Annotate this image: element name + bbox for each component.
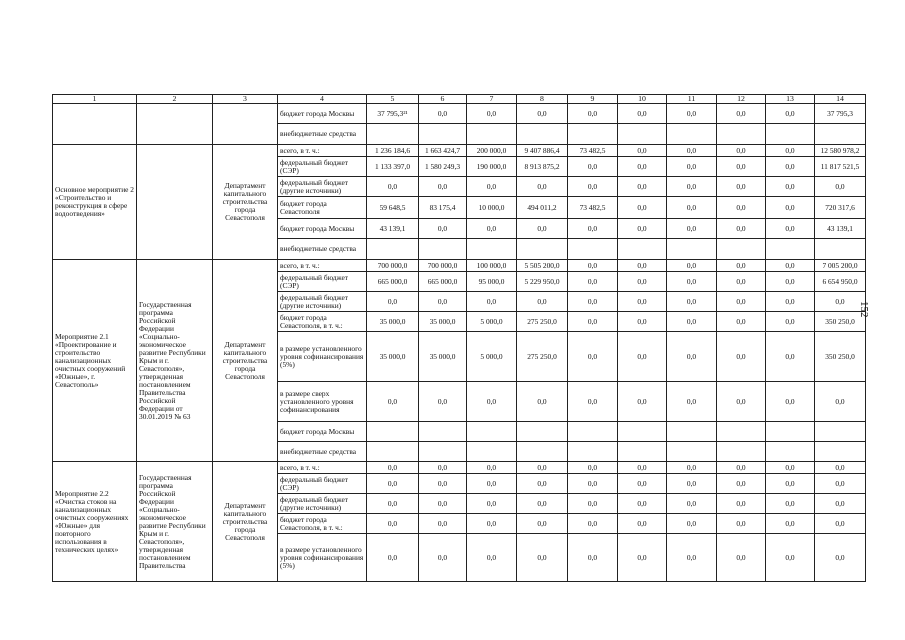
value-cell: 0,0 (568, 332, 618, 382)
value-cell: 0,0 (367, 462, 419, 474)
value-cell: 0,0 (717, 494, 766, 514)
value-cell: 59 648,5 (367, 197, 419, 219)
value-cell: 0,0 (717, 514, 766, 534)
value-cell: 0,0 (815, 382, 866, 422)
value-cell: 0,0 (568, 157, 618, 177)
value-cell: 0,0 (717, 292, 766, 312)
value-cell: 0,0 (367, 514, 419, 534)
value-cell: 0,0 (766, 272, 815, 292)
page-number: 152 (858, 301, 870, 318)
value-cell: 0,0 (667, 332, 717, 382)
value-cell (667, 442, 717, 462)
value-cell: 6 654 950,0 (815, 272, 866, 292)
value-cell (717, 422, 766, 442)
value-cell (815, 239, 866, 260)
value-cell (517, 442, 568, 462)
value-cell (618, 124, 667, 145)
value-cell: 0,0 (766, 474, 815, 494)
source-cell: бюджет города Севастополя, в т. ч.: (278, 514, 367, 534)
source-cell: бюджет города Москвы (278, 104, 367, 124)
value-cell (517, 124, 568, 145)
value-cell: 0,0 (568, 292, 618, 312)
col-number: 10 (618, 95, 667, 104)
value-cell: 0,0 (618, 514, 667, 534)
value-cell: 700 000,0 (367, 260, 419, 272)
value-cell (766, 239, 815, 260)
value-cell: 0,0 (517, 534, 568, 582)
value-cell: 35 000,0 (367, 332, 419, 382)
executor-cell: Департамент капитального строительства города Севастополя (213, 260, 278, 462)
value-cell (419, 422, 467, 442)
col-number: 9 (568, 95, 618, 104)
value-cell: 1 236 184,6 (367, 145, 419, 157)
col-number: 3 (213, 95, 278, 104)
value-cell: 0,0 (568, 382, 618, 422)
value-cell (467, 124, 517, 145)
value-cell: 0,0 (419, 474, 467, 494)
value-cell: 0,0 (717, 260, 766, 272)
value-cell: 0,0 (766, 197, 815, 219)
value-cell: 0,0 (815, 462, 866, 474)
value-cell: 0,0 (618, 494, 667, 514)
value-cell: 43 139,1 (815, 219, 866, 239)
value-cell: 0,0 (667, 382, 717, 422)
source-cell: внебюджетные средства (278, 442, 367, 462)
value-cell: 0,0 (618, 332, 667, 382)
col-number: 5 (367, 95, 419, 104)
col-number: 11 (667, 95, 717, 104)
value-cell: 0,0 (766, 292, 815, 312)
value-cell: 0,0 (419, 534, 467, 582)
value-cell (815, 422, 866, 442)
value-cell: 0,0 (766, 462, 815, 474)
col-number: 8 (517, 95, 568, 104)
value-cell: 0,0 (467, 292, 517, 312)
value-cell (568, 124, 618, 145)
value-cell: 200 000,0 (467, 145, 517, 157)
value-cell: 0,0 (618, 474, 667, 494)
source-cell: бюджет города Москвы (278, 422, 367, 442)
value-cell: 0,0 (667, 292, 717, 312)
value-cell: 0,0 (766, 534, 815, 582)
value-cell: 0,0 (517, 494, 568, 514)
value-cell: 0,0 (517, 177, 568, 197)
cell-empty (213, 104, 278, 145)
source-cell: в размере сверх установленного уровня софинансирования (278, 382, 367, 422)
source-cell: бюджет города Москвы (278, 219, 367, 239)
value-cell (717, 239, 766, 260)
value-cell: 0,0 (568, 104, 618, 124)
value-cell (419, 442, 467, 462)
value-cell: 0,0 (667, 514, 717, 534)
value-cell (618, 239, 667, 260)
value-cell: 494 011,2 (517, 197, 568, 219)
value-cell: 0,0 (815, 474, 866, 494)
value-cell: 0,0 (568, 260, 618, 272)
value-cell: 0,0 (419, 104, 467, 124)
source-cell: бюджет города Севастополя (278, 197, 367, 219)
source-cell: федеральный бюджет (СЭР) (278, 474, 367, 494)
table-row (53, 104, 866, 124)
value-cell: 0,0 (367, 494, 419, 514)
value-cell: 0,0 (467, 104, 517, 124)
program-cell: Государственная программа Российской Федерации «Социально-экономическое развитие Республики Крым и г. Севастополя», утвержденная постановлением Правительства (137, 462, 213, 582)
source-cell: в размере установленного уровня софинансирования (5%) (278, 534, 367, 582)
value-cell: 5 000,0 (467, 312, 517, 332)
value-cell: 83 175,4 (419, 197, 467, 219)
value-cell: 0,0 (618, 177, 667, 197)
value-cell: 0,0 (766, 177, 815, 197)
value-cell: 100 000,0 (467, 260, 517, 272)
value-cell: 0,0 (419, 514, 467, 534)
value-cell: 0,0 (766, 382, 815, 422)
cell-empty (53, 104, 137, 145)
value-cell (367, 239, 419, 260)
value-cell: 0,0 (667, 260, 717, 272)
value-cell (419, 124, 467, 145)
value-cell: 0,0 (667, 474, 717, 494)
value-cell: 275 250,0 (517, 332, 568, 382)
value-cell: 73 482,5 (568, 197, 618, 219)
col-number: 1 (53, 95, 137, 104)
value-cell: 0,0 (618, 104, 667, 124)
budget-table (52, 94, 866, 582)
source-cell: внебюджетные средства (278, 124, 367, 145)
source-cell: бюджет города Севастополя, в т. ч.: (278, 312, 367, 332)
value-cell: 0,0 (467, 534, 517, 582)
value-cell: 190 000,0 (467, 157, 517, 177)
source-cell: федеральный бюджет (другие источники) (278, 177, 367, 197)
value-cell: 0,0 (618, 157, 667, 177)
value-cell: 0,0 (568, 177, 618, 197)
value-cell: 0,0 (419, 292, 467, 312)
value-cell (667, 124, 717, 145)
value-cell: 0,0 (667, 272, 717, 292)
value-cell: 0,0 (667, 462, 717, 474)
source-cell: федеральный бюджет (другие источники) (278, 292, 367, 312)
value-cell: 0,0 (766, 145, 815, 157)
executor-cell: Департамент капитального строительства города Севастополя (213, 145, 278, 260)
value-cell (367, 442, 419, 462)
value-cell: 1 133 397,0 (367, 157, 419, 177)
value-cell (419, 239, 467, 260)
value-cell: 35 000,0 (419, 312, 467, 332)
value-cell (766, 442, 815, 462)
event-name-cell: Мероприятие 2.1 «Проектирование и строительство канализационных очистных сооружений «Южные», г. Севастополь» (53, 260, 137, 462)
value-cell: 0,0 (517, 292, 568, 312)
value-cell: 0,0 (667, 534, 717, 582)
value-cell: 665 000,0 (367, 272, 419, 292)
value-cell: 0,0 (717, 197, 766, 219)
value-cell: 0,0 (815, 514, 866, 534)
value-cell: 0,0 (419, 462, 467, 474)
value-cell (766, 124, 815, 145)
value-cell: 0,0 (568, 219, 618, 239)
value-cell: 350 250,0 (815, 332, 866, 382)
value-cell: 0,0 (766, 157, 815, 177)
value-cell: 0,0 (467, 514, 517, 534)
value-cell: 0,0 (815, 177, 866, 197)
value-cell (618, 442, 667, 462)
program-cell: Государственная программа Российской Федерации «Социально-экономическое развитие Республики Крым и г. Севастополя», утвержденная постановлением Правительства Российской Федерации от 30.01.2019 № 63 (137, 260, 213, 462)
value-cell: 9 407 886,4 (517, 145, 568, 157)
value-cell: 7 005 200,0 (815, 260, 866, 272)
value-cell (367, 124, 419, 145)
value-cell: 0,0 (517, 514, 568, 534)
value-cell: 0,0 (766, 514, 815, 534)
value-cell: 0,0 (517, 219, 568, 239)
value-cell: 0,0 (717, 462, 766, 474)
cell-empty (137, 104, 213, 145)
value-cell: 0,0 (618, 145, 667, 157)
value-cell: 0,0 (766, 260, 815, 272)
value-cell: 0,0 (717, 312, 766, 332)
value-cell: 0,0 (815, 292, 866, 312)
value-cell: 0,0 (717, 474, 766, 494)
value-cell: 0,0 (568, 312, 618, 332)
source-cell: в размере установленного уровня софинансирования (5%) (278, 332, 367, 382)
col-number: 13 (766, 95, 815, 104)
value-cell: 12 580 978,2 (815, 145, 866, 157)
value-cell (766, 422, 815, 442)
value-cell: 0,0 (618, 272, 667, 292)
event-name-cell: Основное мероприятие 2 «Строительство и реконструкция в сфере водоотведения» (53, 145, 137, 260)
value-cell (618, 422, 667, 442)
value-cell: 0,0 (667, 145, 717, 157)
value-cell (568, 422, 618, 442)
value-cell: 0,0 (419, 382, 467, 422)
value-cell: 0,0 (517, 474, 568, 494)
source-cell: федеральный бюджет (другие источники) (278, 494, 367, 514)
value-cell (717, 124, 766, 145)
col-number: 2 (137, 95, 213, 104)
value-cell: 275 250,0 (517, 312, 568, 332)
source-cell: внебюджетные средства (278, 239, 367, 260)
value-cell: 0,0 (568, 494, 618, 514)
value-cell: 0,0 (467, 474, 517, 494)
table-row (53, 462, 866, 474)
value-cell (815, 442, 866, 462)
value-cell (367, 422, 419, 442)
value-cell: 0,0 (517, 104, 568, 124)
value-cell: 0,0 (766, 104, 815, 124)
value-cell: 0,0 (717, 534, 766, 582)
value-cell: 0,0 (717, 157, 766, 177)
value-cell: 0,0 (717, 145, 766, 157)
value-cell: 0,0 (815, 534, 866, 582)
source-cell: всего, в т. ч.: (278, 462, 367, 474)
value-cell: 0,0 (766, 494, 815, 514)
value-cell: 37 795,3 (815, 104, 866, 124)
value-cell: 0,0 (667, 157, 717, 177)
value-cell: 0,0 (667, 197, 717, 219)
value-cell (517, 239, 568, 260)
source-cell: всего, в т. ч.: (278, 260, 367, 272)
value-cell (667, 422, 717, 442)
value-cell: 0,0 (717, 104, 766, 124)
col-number: 6 (419, 95, 467, 104)
program-cell (137, 145, 213, 260)
value-cell: 0,0 (367, 177, 419, 197)
value-cell: 0,0 (367, 534, 419, 582)
value-cell: 1 580 249,3 (419, 157, 467, 177)
value-cell: 0,0 (766, 332, 815, 382)
value-cell: 0,0 (419, 494, 467, 514)
value-cell: 0,0 (618, 292, 667, 312)
value-cell: 0,0 (367, 292, 419, 312)
value-cell: 0,0 (618, 219, 667, 239)
value-cell: 95 000,0 (467, 272, 517, 292)
value-cell: 0,0 (717, 219, 766, 239)
value-cell: 0,0 (618, 312, 667, 332)
col-number: 7 (467, 95, 517, 104)
value-cell: 5 229 950,0 (517, 272, 568, 292)
column-number-row (53, 95, 866, 104)
value-cell: 1 663 424,7 (419, 145, 467, 157)
value-cell (568, 442, 618, 462)
value-cell: 0,0 (618, 534, 667, 582)
value-cell: 5 505 200,0 (517, 260, 568, 272)
table-row (53, 260, 866, 272)
value-cell (467, 239, 517, 260)
value-cell: 0,0 (717, 177, 766, 197)
value-cell: 0,0 (618, 462, 667, 474)
col-number: 4 (278, 95, 367, 104)
value-cell (667, 239, 717, 260)
value-cell: 0,0 (568, 272, 618, 292)
value-cell: 0,0 (517, 462, 568, 474)
value-cell: 0,0 (618, 382, 667, 422)
value-cell: 8 913 875,2 (517, 157, 568, 177)
value-cell: 0,0 (717, 332, 766, 382)
source-cell: федеральный бюджет (СЭР) (278, 157, 367, 177)
executor-cell: Департамент капитального строительства города Севастополя (213, 462, 278, 582)
value-cell (467, 422, 517, 442)
value-cell: 0,0 (568, 534, 618, 582)
value-cell: 5 000,0 (467, 332, 517, 382)
value-cell: 0,0 (667, 104, 717, 124)
value-cell: 0,0 (367, 382, 419, 422)
value-cell: 0,0 (766, 219, 815, 239)
event-name-cell: Мероприятие 2.2 «Очистка стоков на канализационных очистных сооружениях «Южные» для повторного использования в технических целях» (53, 462, 137, 582)
value-cell (568, 239, 618, 260)
value-cell: 350 250,0 (815, 312, 866, 332)
value-cell: 11 817 521,5 (815, 157, 866, 177)
source-cell: федеральный бюджет (СЭР) (278, 272, 367, 292)
value-cell: 0,0 (667, 177, 717, 197)
value-cell: 43 139,1 (367, 219, 419, 239)
source-cell: всего, в т. ч.: (278, 145, 367, 157)
value-cell: 0,0 (618, 197, 667, 219)
value-cell: 0,0 (467, 219, 517, 239)
value-cell: 0,0 (467, 494, 517, 514)
value-cell: 0,0 (568, 462, 618, 474)
value-cell: 0,0 (568, 514, 618, 534)
value-cell: 0,0 (419, 219, 467, 239)
col-number: 14 (815, 95, 866, 104)
value-cell: 0,0 (667, 312, 717, 332)
value-cell: 0,0 (467, 462, 517, 474)
value-cell: 0,0 (667, 219, 717, 239)
col-number: 12 (717, 95, 766, 104)
value-cell: 0,0 (517, 382, 568, 422)
value-cell: 35 000,0 (419, 332, 467, 382)
value-cell: 0,0 (367, 474, 419, 494)
value-cell: 0,0 (467, 382, 517, 422)
value-cell: 0,0 (667, 494, 717, 514)
value-cell: 73 482,5 (568, 145, 618, 157)
value-cell: 0,0 (419, 177, 467, 197)
value-cell: 35 000,0 (367, 312, 419, 332)
value-cell (815, 124, 866, 145)
value-cell: 0,0 (766, 312, 815, 332)
value-cell: 0,0 (618, 260, 667, 272)
value-cell: 0,0 (717, 272, 766, 292)
value-cell (467, 442, 517, 462)
value-cell: 37 795,3²¹ (367, 104, 419, 124)
value-cell: 665 000,0 (419, 272, 467, 292)
value-cell (717, 442, 766, 462)
value-cell: 0,0 (467, 177, 517, 197)
value-cell: 0,0 (815, 494, 866, 514)
value-cell: 0,0 (717, 382, 766, 422)
table-row (53, 145, 866, 157)
value-cell: 0,0 (568, 474, 618, 494)
value-cell (517, 422, 568, 442)
value-cell: 720 317,6 (815, 197, 866, 219)
value-cell: 10 000,0 (467, 197, 517, 219)
value-cell: 700 000,0 (419, 260, 467, 272)
